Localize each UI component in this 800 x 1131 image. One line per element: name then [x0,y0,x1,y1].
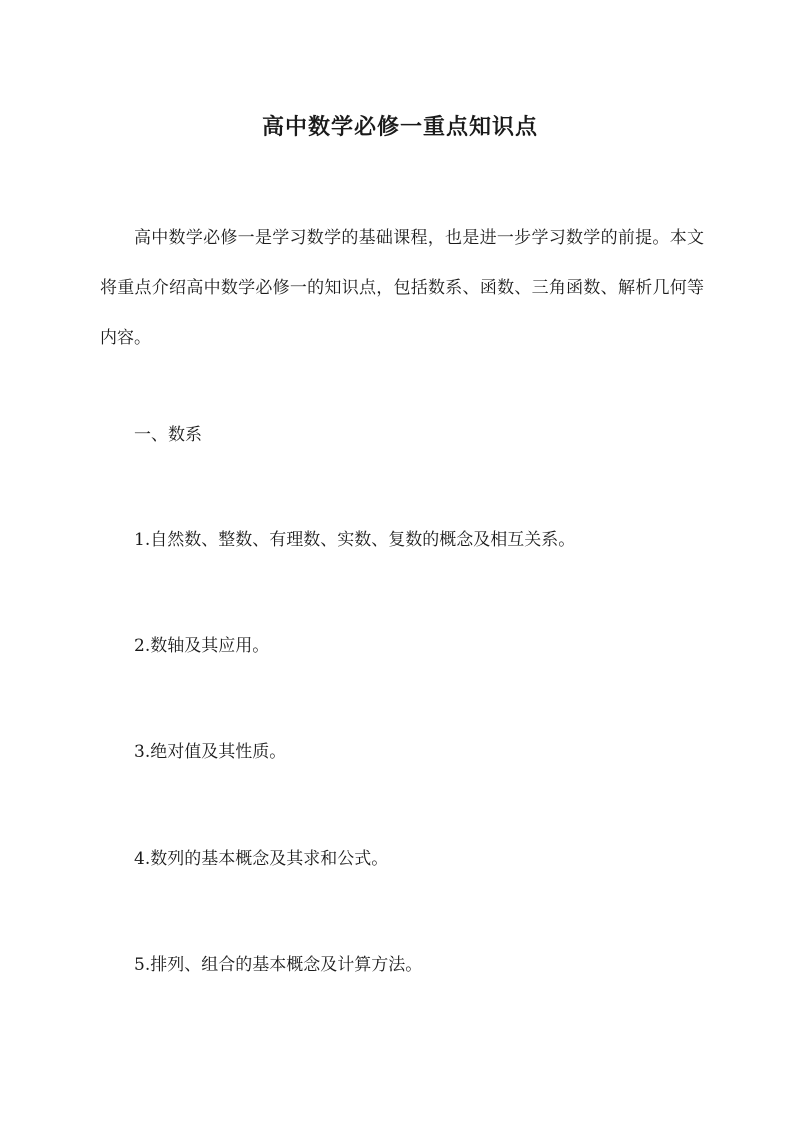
document-title: 高中数学必修一重点知识点 [261,113,538,140]
list-item: 5.排列、组合的基本概念及计算方法。 [134,955,423,975]
list-item: 2.数轴及其应用。 [134,636,270,656]
list-item: 1.自然数、整数、有理数、实数、复数的概念及相互关系。 [134,530,576,550]
section-heading: 一、数系 [134,425,202,445]
intro-paragraph: 高中数学必修一是学习数学的基础课程，也是进一步学习数学的前提。本文将重点介绍高中数学必修一的知识点，包括数系、函数、三角函数、解析几何等内容。 [100,228,704,348]
list-item: 3.绝对值及其性质。 [134,742,287,762]
list-item: 4.数列的基本概念及其求和公式。 [134,849,389,869]
